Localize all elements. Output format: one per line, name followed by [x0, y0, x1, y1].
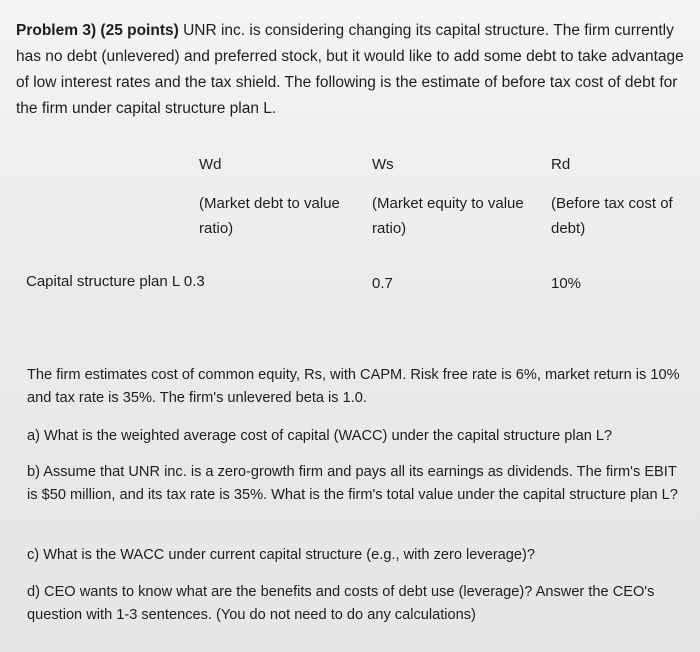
table-cell-ws: 0.7: [372, 275, 393, 292]
question-d: d) CEO wants to know what are the benefits and costs of debt use (leverage)? Answer the CEO's question with 1-3 sentences. (You do not need to do any calculations): [27, 584, 655, 623]
table-desc-rd-line2: debt): [551, 220, 586, 237]
question-a: a) What is the weighted average cost of capital (WACC) under the capital structure plan L?: [27, 428, 613, 444]
table-desc-ws-line1: (Market equity to value: [372, 195, 524, 212]
table-desc-ws-line2: ratio): [372, 220, 407, 237]
table-cell-rd: 10%: [551, 275, 582, 292]
problem-heading: Problem 3) (25 points): [16, 22, 179, 39]
table-desc-wd-line2: ratio): [199, 220, 234, 237]
question-b: b) Assume that UNR inc. is a zero-growth firm and pays all its earnings as dividends. The firm's EBIT is $50 million, and its tax rate is 35%. What is the firm's total value under the capital structure plan L?: [27, 464, 678, 503]
table-header-rd: Rd: [551, 156, 571, 173]
problem-intro-text: UNR inc. is considering changing its capital structure. The firm currently has no debt (unlevered) and preferred stock, but it would like to add some debt to take advantage of low interest rates and the tax shield. The following is the estimate of before tax cost of debt for the firm under capital structure plan L.: [16, 22, 684, 117]
problem-intro: [16, 18, 692, 122]
table-desc-rd-line1: (Before tax cost of: [551, 195, 673, 212]
table-cell-wd: 0.3: [183, 273, 205, 290]
table-row-label: Capital structure plan L 0.3: [26, 273, 205, 290]
given-data-paragraph: The firm estimates cost of common equity, Rs, with CAPM. Risk free rate is 6%, market return is 10% and tax rate is 35%. The firm's unlevered beta is 1.0.: [27, 367, 680, 406]
question-c: c) What is the WACC under current capital structure (e.g., with zero leverage)?: [27, 547, 536, 563]
table-header-ws: Ws: [372, 156, 394, 173]
table-desc-wd-line1: (Market debt to value: [199, 195, 340, 212]
table-header-wd: Wd: [199, 156, 222, 173]
